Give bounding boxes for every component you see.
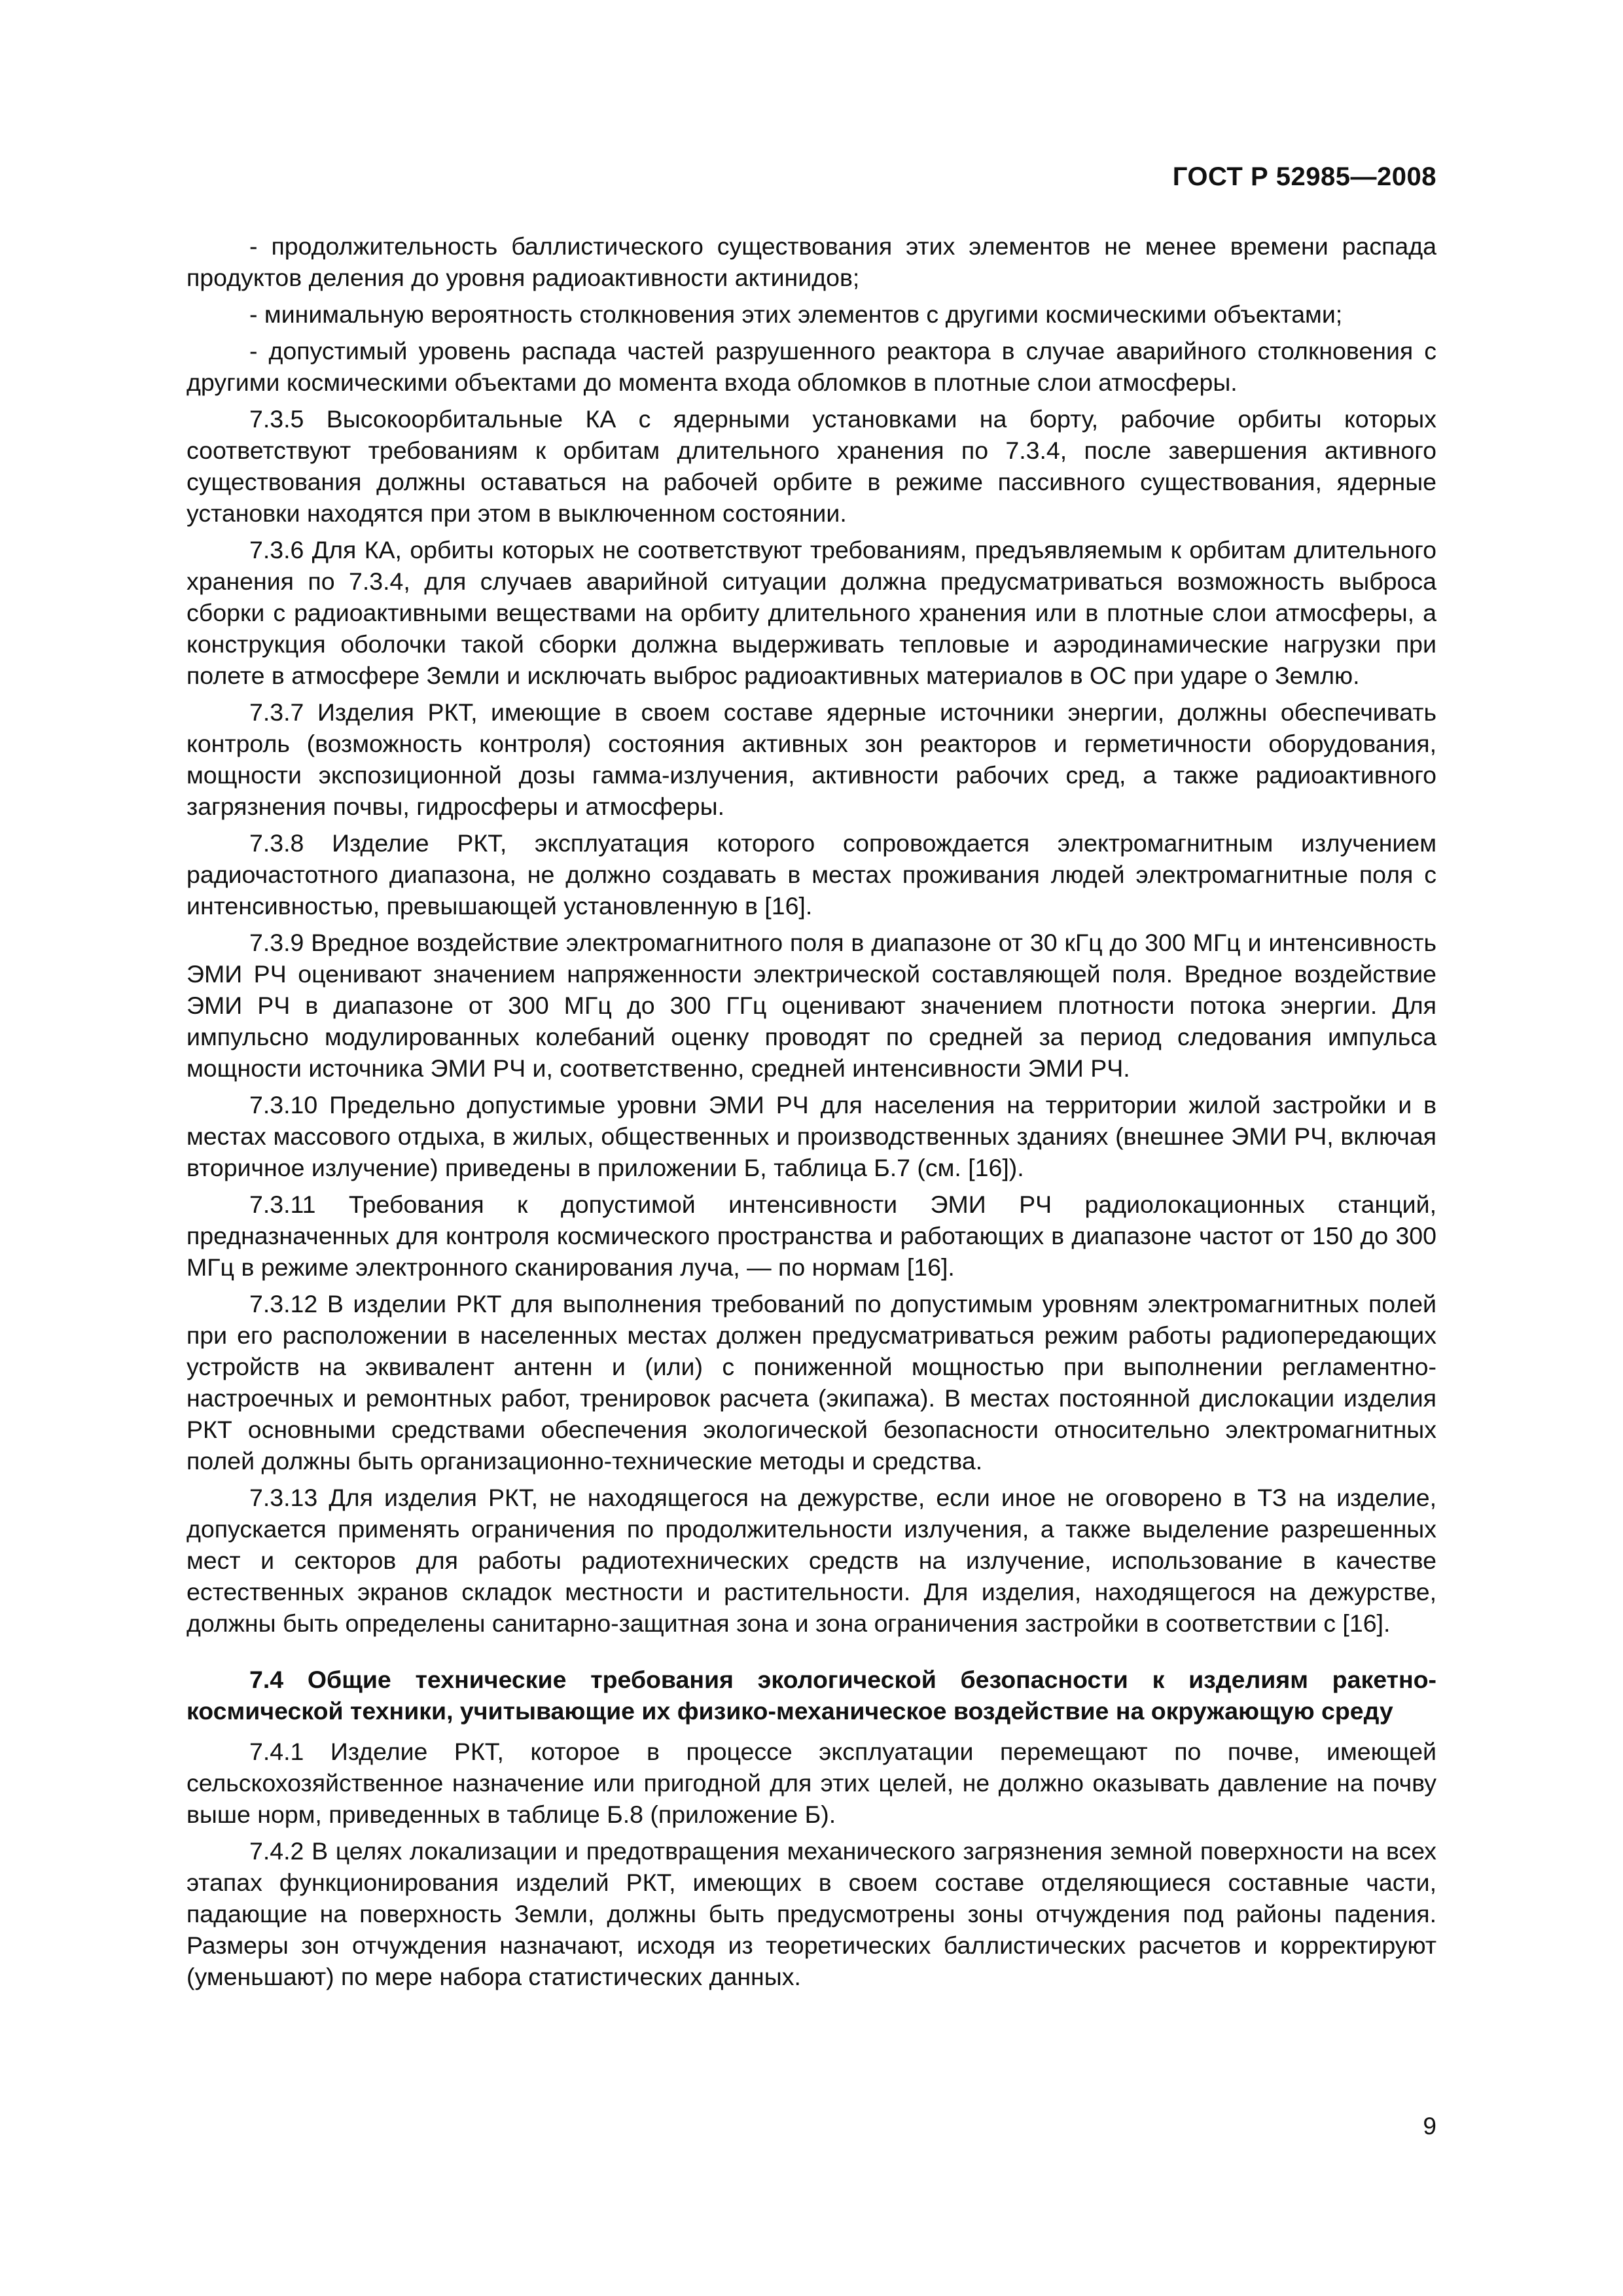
- page-number: 9: [1423, 2113, 1436, 2140]
- paragraph-7-3-12: 7.3.12 В изделии РКТ для выполнения требований по допустимым уровням электромагнитных полей при его расположении в населенных местах должен предусматриваться режим работы радиопередающих устройств на эквивалент антенн и (или) с пониженной мощностью при выполнении регламентно-настроечных и ремонтных работ, тренировок расчета (экипажа). В местах постоянной дислокации изделия РКТ основными средствами обеспечения экологической безопасности относительно электромагнитных полей должны быть организационно-технические методы и средства.: [187, 1290, 1436, 1475]
- paragraph-7-3-13: 7.3.13 Для изделия РКТ, не находящегося на дежурстве, если иное не оговорено в ТЗ на изделие, допускается применять ограничения по продолжительности излучения, а также выделение разрешенных мест и секторов для работы радиотехнических средств на излучение, использование в качестве естественных экранов складок местности и растительности. Для изделия, находящегося на дежурстве, должны быть определены санитарно-защитная зона и зона ограничения застройки в соответствии с [16].: [187, 1484, 1436, 1637]
- paragraph-7-3-10: 7.3.10 Предельно допустимые уровни ЭМИ РЧ для населения на территории жилой застройки и в местах массового отдыха, в жилых, общественных и производственных зданиях (внешнее ЭМИ РЧ, включая вторичное излучение) приведены в приложении Б, таблица Б.7 (см. [16]).: [187, 1091, 1436, 1181]
- paragraph-7-3-9: 7.3.9 Вредное воздействие электромагнитного поля в диапазоне от 30 кГц до 300 МГц и интенсивность ЭМИ РЧ оценивают значением напряженности электрической составляющей поля. Вредное воздействие ЭМИ РЧ в диапазоне от 300 МГц до 300 ГГц оценивают значением плотности потока энергии. Для импульсно модулированных колебаний оценку проводят по средней за период следования импульса мощности источника ЭМИ РЧ и, соответственно, средней интенсивности ЭМИ РЧ.: [187, 929, 1436, 1082]
- section-heading-7-4: 7.4 Общие технические требования экологической безопасности к изделиям ракетно-космической техники, учитывающие их физико-механическое воздействие на окружающую среду: [187, 1666, 1436, 1725]
- paragraph-7-3-7: 7.3.7 Изделия РКТ, имеющие в своем составе ядерные источники энергии, должны обеспечивать контроль (возможность контроля) состояния активных зон реакторов и герметичности оборудования, мощности экспозиционной дозы гамма-излучения, активности рабочих сред, а также радиоактивного загрязнения почвы, гидросферы и атмосферы.: [187, 698, 1436, 820]
- paragraph: - продолжительность баллистического существования этих элементов не менее времени распада продуктов деления до уровня радиоактивности актинидов;: [187, 232, 1436, 291]
- paragraph-7-3-5: 7.3.5 Высокоорбитальные КА с ядерными установками на борту, рабочие орбиты которых соответствуют требованиям к орбитам длительного хранения по 7.3.4, после завершения активного существования должны оставаться на рабочей орбите в режиме пассивного существования, ядерные установки находятся при этом в выключенном состоянии.: [187, 405, 1436, 527]
- paragraph-7-3-8: 7.3.8 Изделие РКТ, эксплуатация которого сопровождается электромагнитным излучением радиочастотного диапазона, не должно создавать в местах проживания людей электромагнитные поля с интенсивностью, превышающей установленную в [16].: [187, 829, 1436, 920]
- paragraph: - допустимый уровень распада частей разрушенного реактора в случае аварийного столкновения с другими космическими объектами до момента входа обломков в плотные слои атмосферы.: [187, 337, 1436, 396]
- paragraph-7-4-2: 7.4.2 В целях локализации и предотвращения механического загрязнения земной поверхности на всех этапах функционирования изделий РКТ, имеющих в своем составе отделяющиеся составные части, падающие на поверхность Земли, должны быть предусмотрены зоны отчуждения под районы падения. Размеры зон отчуждения назначают, исходя из теоретических баллистических расчетов и корректируют (уменьшают) по мере набора статистических данных.: [187, 1837, 1436, 1990]
- paragraph-7-3-6: 7.3.6 Для КА, орбиты которых не соответствуют требованиям, предъявляемым к орбитам длительного хранения по 7.3.4, для случаев аварийной ситуации должна предусматриваться возможность выброса сборки с радиоактивными веществами на орбиту длительного хранения или в плотные слои атмосферы, а конструкция оболочки такой сборки должна выдерживать тепловые и аэродинамические нагрузки при полете в атмосфере Земли и исключать выброс радиоактивных материалов в ОС при ударе о Землю.: [187, 536, 1436, 689]
- document-body: [187, 230, 1436, 1998]
- paragraph-7-4-1: 7.4.1 Изделие РКТ, которое в процессе эксплуатации перемещают по почве, имеющей сельскохозяйственное назначение или пригодной для этих целей, не должно оказывать давление на почву выше норм, приведенных в таблице Б.8 (приложение Б).: [187, 1738, 1436, 1828]
- paragraph-7-3-11: 7.3.11 Требования к допустимой интенсивности ЭМИ РЧ радиолокационных станций, предназначенных для контроля космического пространства и работающих в диапазоне частот от 150 до 300 МГц в режиме электронного сканирования луча, — по нормам [16].: [187, 1191, 1436, 1281]
- paragraph: - минимальную вероятность столкновения этих элементов с другими космическими объектами;: [249, 300, 1343, 328]
- standard-id-header: ГОСТ Р 52985—2008: [1172, 162, 1436, 191]
